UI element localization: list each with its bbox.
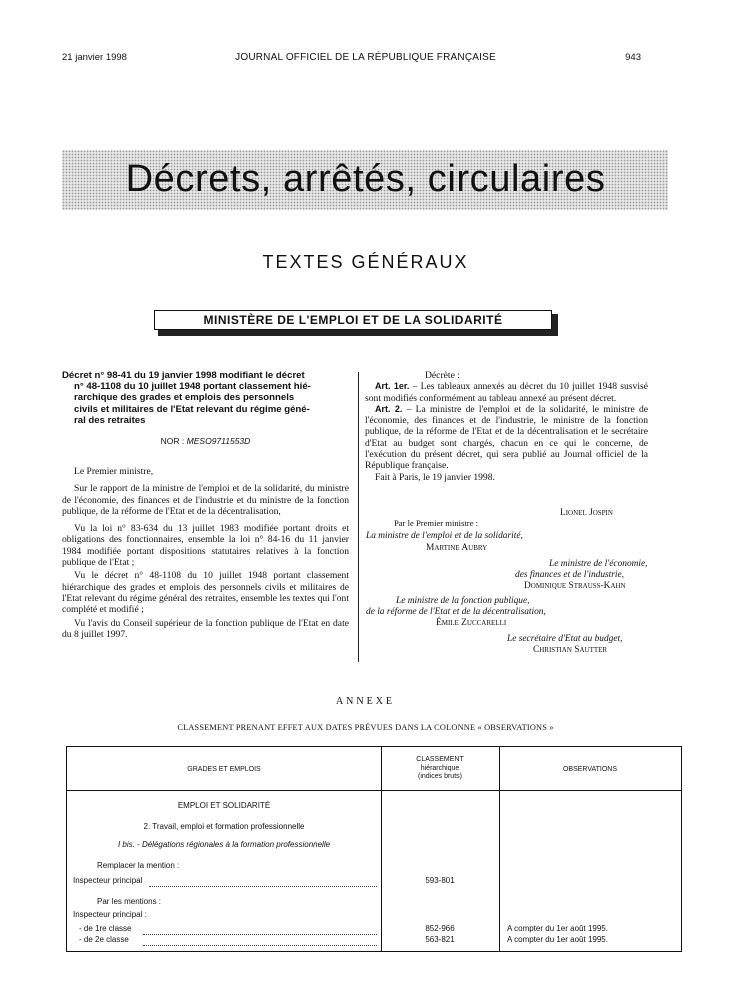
column-header-classement-line: (indices bruts) <box>418 773 462 780</box>
article-2 <box>365 404 648 472</box>
column-header-grades: GRADES ET EMPLOIS <box>187 766 261 773</box>
preamble-paragraph: Vu la loi n° 83-634 du 13 juillet 1983 modifiée portant droits et obligations des fonctionnaires, ensemble la loi n° 84-16 du 11 janvier 1984 modifiée portant dispositions statutaires relatives à la fonction publique de l'Etat ; <box>62 523 349 569</box>
column-divider <box>358 372 359 662</box>
decree-articles <box>365 370 648 483</box>
preamble-paragraph: Le Premier ministre, <box>74 466 154 477</box>
table-row-label: Inspecteur principal : <box>73 910 147 919</box>
annexe-title: ANNEXE <box>335 696 396 707</box>
article-1-label: Art. 1er. <box>375 381 410 392</box>
decree-title-line: ral des retraites <box>74 414 146 426</box>
table-row-classement: 593-801 <box>425 876 455 885</box>
table-row-observation: A compter du 1er août 1995. <box>507 935 608 944</box>
header-journal-title: JOURNAL OFFICIEL DE LA RÉPUBLIQUE FRANÇAISE <box>235 52 496 63</box>
signature-prime-minister: Lionel Jospin <box>560 508 613 518</box>
table-section-heading: EMPLOI ET SOLIDARITÉ <box>177 801 271 810</box>
par-le-premier-ministre: Par le Premier ministre : <box>394 518 479 528</box>
minister-3-title-line-2: de la réforme de l'Etat et de la décentralisation, <box>366 607 546 617</box>
minister-2-title-line-1: Le ministre de l'économie, <box>549 559 648 569</box>
column-header-classement-line: CLASSEMENT <box>416 756 464 763</box>
preamble-paragraph: Vu le décret n° 48-1108 du 10 juillet 1948 portant classement hiérarchique des grades et emplois des personnels civils et militaires de l'Etat relevant du régime général des retraites, ensemble les textes qui l'ont complété et modifié ; <box>62 570 349 616</box>
decree-preamble <box>62 466 349 640</box>
article-2-text: – La ministre de l'emploi et de la solidarité, le ministre de l'économie, des finances et de l'industrie, le ministre de la fonction publique, de la réforme de l'Etat et de la décentralisation et le secrétaire d'Etat au budget sont chargés, chacun en ce qui le concerne, de l'exécution du présent décret, qui sera publié au Journal officiel de la République française. <box>365 403 648 472</box>
annexe-table <box>66 746 682 952</box>
article-1-text: – Les tableaux annexés au décret du 10 juillet 1948 susvisé sont modifiés conformément au tableau annexé au présent décret. <box>365 381 648 404</box>
signing-place-date: Fait à Paris, le 19 janvier 1998. <box>375 471 495 483</box>
decree-title-line: civils et militaires de l'Etat relevant du régime géné- <box>74 403 310 415</box>
table-row-label: - de 1re classe <box>79 924 132 933</box>
table-replace-label: Remplacer la mention : <box>97 861 180 870</box>
header-date: 21 janvier 1998 <box>62 52 127 63</box>
minister-1-title: La ministre de l'emploi et de la solidarité, <box>366 531 523 541</box>
nor-reference <box>62 436 349 446</box>
nor-label: NOR : <box>160 436 185 446</box>
article-2-label: Art. 2. <box>375 403 403 414</box>
minister-2-name: Dominique Strauss-Kahn <box>524 581 626 591</box>
table-row-classement: 563-821 <box>425 935 455 944</box>
article-1 <box>365 381 648 404</box>
column-header-classement <box>381 756 499 782</box>
column-header-observations: OBSERVATIONS <box>562 766 618 773</box>
table-subsection-heading: 2. Travail, emploi et formation professionnelle <box>143 822 305 831</box>
decree-title <box>62 370 349 426</box>
nor-value: MESO9711553D <box>186 436 251 446</box>
decree-title-line: n° 48-1108 du 10 juillet 1948 portant classement hié- <box>74 381 311 393</box>
table-row-observation: A compter du 1er août 1995. <box>507 924 608 933</box>
column-header-classement-line: hiérarchique <box>420 764 460 772</box>
minister-2-title-line-2: des finances et de l'industrie, <box>515 570 625 580</box>
decree-title-line: Décret n° 98-41 du 19 janvier 1998 modifiant le décret <box>62 370 305 381</box>
banner-title: Décrets, arrêtés, circulaires <box>125 158 606 200</box>
decree-title-line: rarchique des grades et emplois des personnels <box>74 392 295 404</box>
preamble-paragraph: Vu l'avis du Conseil supérieur de la fonction publique de l'Etat en date du 8 juillet 1997. <box>62 617 349 640</box>
table-column-rule <box>499 747 500 951</box>
header-page-number: 943 <box>625 52 641 63</box>
minister-3-title-line-1: Le ministre de la fonction publique, <box>396 596 530 606</box>
table-row-label: Inspecteur principal <box>73 876 143 885</box>
table-subsubsection-heading: I bis. - Délégations régionales à la formation professionnelle <box>117 840 331 849</box>
leader-dots <box>143 944 377 946</box>
minister-1-name: Martine Aubry <box>426 543 488 553</box>
table-row-classement: 852-966 <box>425 924 455 933</box>
table-row-label: - de 2e classe <box>79 935 129 944</box>
minister-3-name: Émile Zuccarelli <box>436 618 507 628</box>
table-by-label: Par les mentions : <box>97 897 162 906</box>
table-header-rule <box>67 790 681 791</box>
section-title: TEXTES GÉNÉRAUX <box>262 252 469 272</box>
annexe-subtitle: CLASSEMENT PRENANT EFFET AUX DATES PRÉVUES DANS LA COLONNE « OBSERVATIONS » <box>177 723 554 732</box>
preamble-paragraph: Sur le rapport de la ministre de l'emploi et de la solidarité, du ministre de l'économie, des finances et de l'industrie et du ministre de la fonction publique, de la réforme de l'Etat et de la décentralisation, <box>62 483 349 517</box>
ministry-heading: MINISTÈRE DE L'EMPLOI ET DE LA SOLIDARITÉ <box>203 313 503 327</box>
leader-dots <box>143 933 377 935</box>
leader-dots <box>149 885 377 887</box>
minister-4-title: Le secrétaire d'Etat au budget, <box>507 634 623 644</box>
minister-4-name: Christian Sautter <box>533 645 608 655</box>
decrete-label: Décrète : <box>425 370 460 381</box>
